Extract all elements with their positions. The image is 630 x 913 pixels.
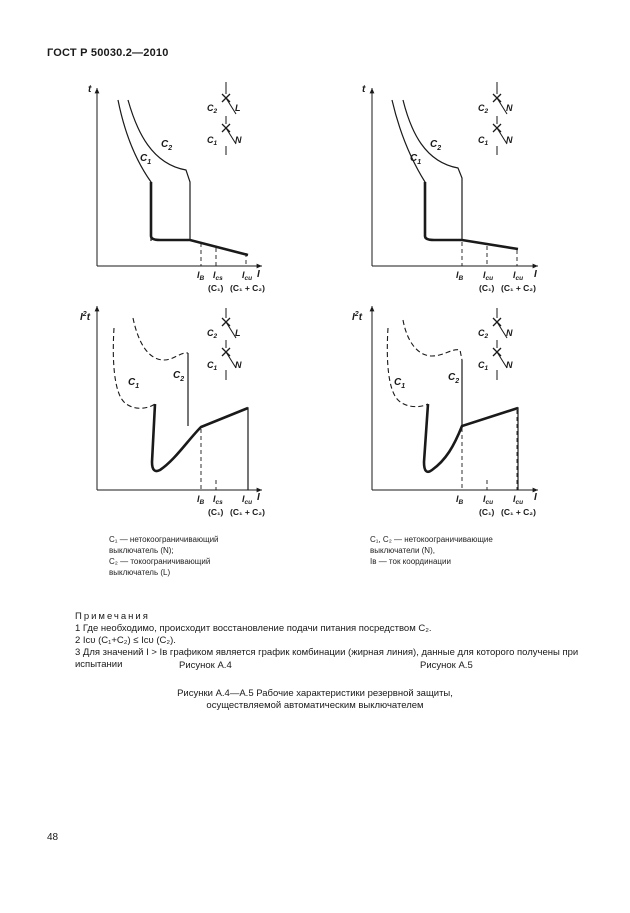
svg-text:t: t [362,84,366,95]
curve-upper-line [201,408,248,490]
svg-text:C2: $C_2$ [173,370,185,383]
svg-text:C2: $C_2$ [207,328,218,340]
svg-text:(C₁): (C₁) [479,507,495,517]
svg-text:Icu: $I_{cu}$ [513,270,524,282]
curve-c1 [392,100,425,238]
legend-line: выключатель (N); [109,546,174,555]
legend-fig4 [109,534,219,578]
svg-text:I: I [534,492,537,503]
curve-c1-dashed [387,328,428,407]
svg-text:C2: $C_2$ [430,139,442,152]
svg-text:I: I [534,269,537,280]
tick-icu: $I_{cu}$ [242,270,253,282]
chart-fig5-i2t [352,306,538,517]
chart-fig5-time [362,82,538,293]
svg-text:C1: $C_1$ [207,135,218,147]
curve-upper-line [462,408,518,490]
figure-title-line-2: осуществляемой автоматическим выключателем [206,700,424,711]
svg-text:I: I [257,492,260,503]
svg-text:Icu: $I_{cu}$ [483,494,494,506]
curve-combination [425,182,518,249]
svg-text:Icu: $I_{cu}$ [513,494,524,506]
svg-text:C1: $C_1$ [478,360,489,372]
figure-title-line-1: Рисунки А.4—А.5 Рабочие характеристики резервной защиты, [177,688,453,699]
curve-combination [424,404,518,472]
notes [75,611,595,671]
svg-text:C2: $C_2$ [478,328,489,340]
breaker-symbol [207,308,242,380]
tick-c1: (C₁) [208,283,224,293]
svg-text:L: L [235,103,241,113]
svg-text:C2: $C_2$ [448,372,460,385]
axis-label-i: I [257,269,260,280]
svg-text:N: N [235,360,242,370]
svg-text:(C₁): (C₁) [479,283,495,293]
curve-combination [151,182,248,255]
note-3: 3 Для значений I > Iв графиком является график комбинации (жирная линия), данные для которого получены при испытании [75,647,579,670]
svg-text:(C₁ + C₂): (C₁ + C₂) [501,283,536,293]
note-1: 1 Где необходимо, происходит восстановление подачи питания посредством C₂. [75,623,432,634]
legend-line: C₁, C₂ — нетокоограничивающие [370,535,493,544]
curve-c2-dashed [133,318,188,360]
curve-c1-dashed [113,328,155,408]
svg-text:Icu: $I_{cu}$ [242,494,253,506]
svg-text:C1: $C_1$ [207,360,218,372]
breaker-symbol [478,82,513,155]
legend-line: Iв — ток координации [370,557,451,566]
guide-lines [201,243,246,266]
svg-text:Icu: $I_{cu}$ [483,270,494,282]
svg-text:I2t: $I^2t$ [352,311,363,323]
legend-line: выключатели (N), [370,546,435,555]
legend-line: выключатель (L) [109,568,171,577]
svg-text:(C₁ + C₂): (C₁ + C₂) [501,507,536,517]
svg-text:C2: $C_2$ [478,103,489,115]
svg-text:C1: $C_1$ [128,377,140,390]
legend-fig5 [370,534,493,567]
chart-fig4-i2t [80,306,265,517]
svg-text:C1: $C_1$ [478,135,489,147]
svg-text:IB: $I_B$ [197,494,205,506]
svg-text:C1: $C_1$ [410,153,422,166]
svg-text:IB: $I_B$ [456,494,464,506]
curve-c2 [128,100,190,240]
legend-line: C₂ — токоограничивающий [109,557,211,566]
legend-line: C₁ — нетокоограничивающий [109,535,219,544]
caption-fig5: Рисунок А.5 [420,660,473,671]
curve-c2-dashed [403,320,462,360]
svg-text:(C₁): (C₁) [208,507,224,517]
page-header: ГОСТ Р 50030.2—2010 [47,47,169,59]
page-number: 48 [47,832,59,843]
svg-text:L: L [235,328,241,338]
breaker-symbol [478,308,513,380]
notes-title: Примечания [75,611,150,622]
figure-title [0,688,630,712]
svg-text:N: N [506,328,513,338]
svg-text:C2: $C_2$ [207,103,218,115]
label-c1: $C_1$ [140,153,152,166]
axis-label-i2t: $I^2t$ [80,311,91,323]
svg-text:(C₁ + C₂): (C₁ + C₂) [230,507,265,517]
svg-text:C1: $C_1$ [394,377,406,390]
curve-c2 [403,100,462,240]
chart-fig4-time [88,82,265,293]
svg-text:Ics: $I_{cs}$ [213,494,223,506]
svg-text:IB: $I_B$ [456,270,464,282]
axis-label-t: t [88,84,92,95]
tick-ib: $I_B$ [197,270,205,282]
svg-text:N: N [506,135,513,145]
svg-text:N: N [235,135,242,145]
svg-text:N: N [506,103,513,113]
caption-fig4: Рисунок А.4 [179,660,232,671]
label-c2: $C_2$ [161,139,173,152]
tick-ics: $I_{cs}$ [213,270,223,282]
tick-c1c2: (C₁ + C₂) [230,283,265,293]
breaker-symbol [207,82,242,155]
note-2: 2 Iᴄᴜ (C₁+C₂) ≤ Iᴄᴜ (C₂). [75,635,176,646]
svg-text:N: N [506,360,513,370]
curve-combination [152,404,248,471]
